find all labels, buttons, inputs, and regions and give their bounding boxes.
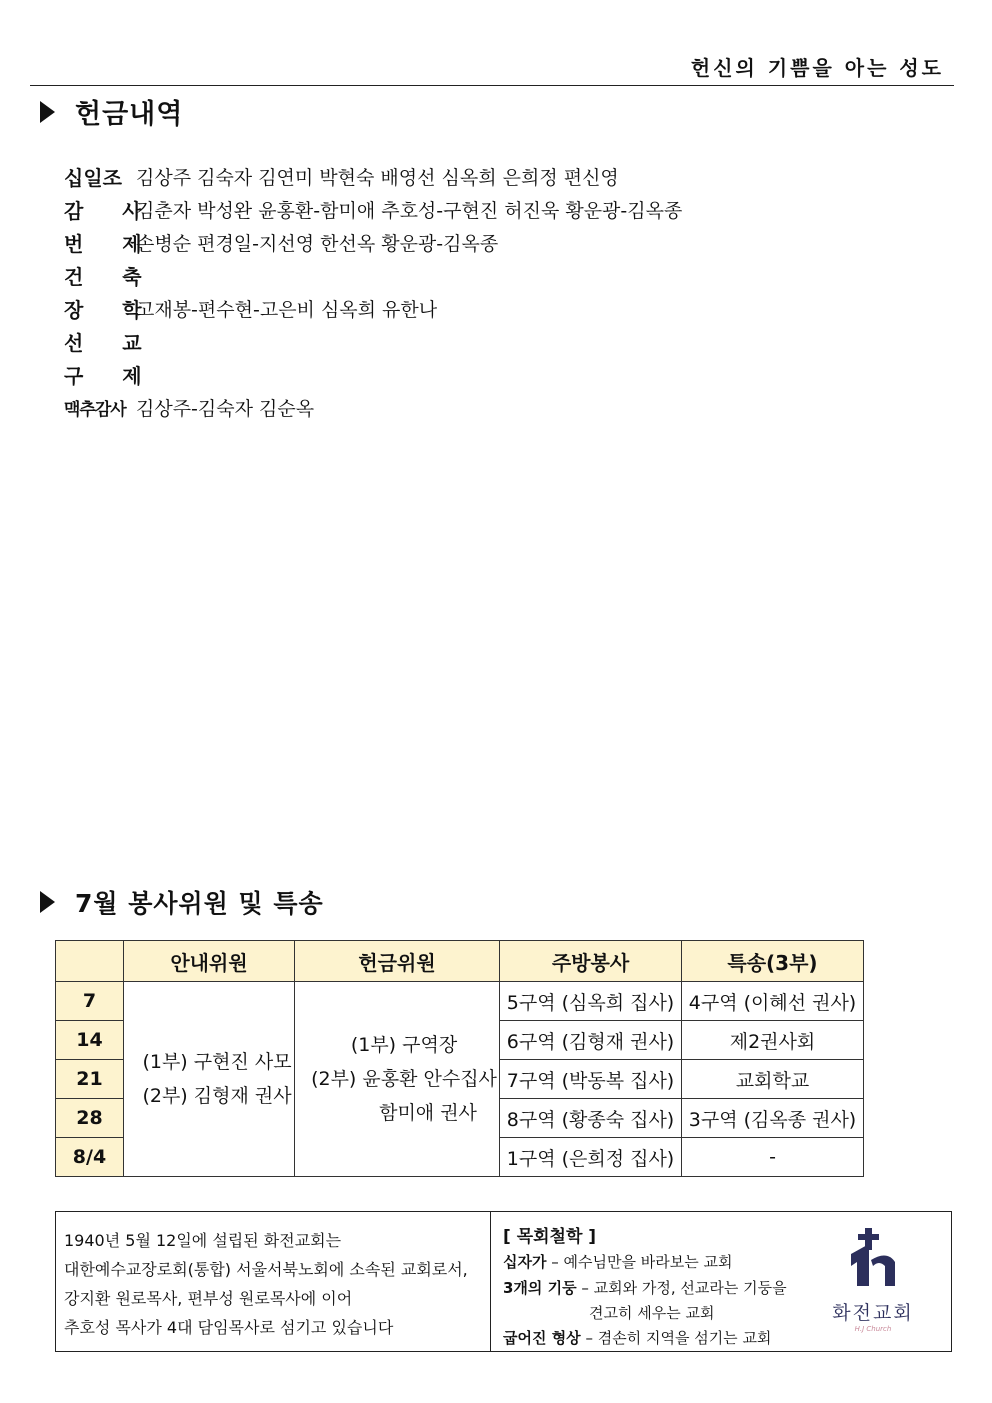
offering-label: 건 축 bbox=[64, 265, 158, 289]
offering-committee-cell bbox=[295, 982, 500, 1177]
philosophy-term: 굽어진 형상 bbox=[503, 1329, 581, 1347]
triangle-bullet-icon bbox=[40, 101, 55, 123]
guide-cell bbox=[124, 982, 295, 1177]
offering-label: 십일조 bbox=[64, 166, 122, 190]
history-line: 1940년 5월 12일에 설립된 화전교회는 bbox=[64, 1231, 342, 1250]
week-cell: 7 bbox=[56, 982, 124, 1021]
logo-name: 화전교회 bbox=[832, 1302, 914, 1324]
kitchen-cell: 5구역 (심옥희 집사) bbox=[500, 982, 682, 1021]
philosophy-term: 3개의 기둥 bbox=[503, 1279, 577, 1297]
offering-row bbox=[64, 259, 682, 292]
table-header-cell: 특송(3부) bbox=[682, 941, 864, 982]
philosophy-desc: – 겸손히 지역을 섬기는 교회 bbox=[580, 1329, 772, 1347]
kitchen-cell: 6구역 (김형재 권사) bbox=[500, 1021, 682, 1060]
table-header-cell: 주방봉사 bbox=[500, 941, 682, 982]
offering-row bbox=[64, 160, 682, 193]
week-cell: 8/4 bbox=[56, 1138, 124, 1177]
footer-box bbox=[55, 1211, 952, 1352]
table-header-cell: 안내위원 bbox=[124, 941, 295, 982]
triangle-bullet-icon bbox=[40, 891, 55, 913]
week-cell: 14 bbox=[56, 1021, 124, 1060]
philosophy-title: [ 목회철학 ] bbox=[503, 1227, 597, 1247]
offering-row bbox=[64, 193, 682, 226]
table-row bbox=[56, 982, 864, 1021]
offering-names: 김상주 김숙자 김연미 박현숙 배영선 심옥희 은희정 편신영 bbox=[136, 167, 619, 189]
service-title: 7월 봉사위원 및 특송 bbox=[75, 889, 324, 918]
history-line: 대한예수교장로회(통합) 서울서북노회에 소속된 교회로서, bbox=[64, 1260, 468, 1279]
table-header-cell bbox=[56, 941, 124, 982]
kitchen-cell: 7구역 (박동복 집사) bbox=[500, 1060, 682, 1099]
special-song-cell: - bbox=[682, 1138, 864, 1177]
table-header-row bbox=[56, 941, 864, 982]
offering-names: 손병순 편경일-지선영 한선옥 황운광-김옥종 bbox=[136, 233, 499, 255]
church-cross-logo-icon bbox=[843, 1226, 903, 1292]
offering-committee-third: 함미애 권사 bbox=[379, 1102, 477, 1124]
offering-label: 구 제 bbox=[64, 364, 158, 388]
offering-row bbox=[64, 292, 682, 325]
offering-committee-first: (1부) 구역장 bbox=[350, 1034, 458, 1056]
special-song-cell: 4구역 (이혜선 권사) bbox=[682, 982, 864, 1021]
philosophy-continuation: 견고히 세우는 교회 bbox=[589, 1304, 715, 1322]
service-table bbox=[55, 940, 864, 1177]
history-line: 추호성 목사가 4대 담임목사로 섬기고 있습니다 bbox=[64, 1318, 394, 1337]
kitchen-cell: 1구역 (은희정 집사) bbox=[500, 1138, 682, 1177]
offering-list bbox=[64, 160, 682, 424]
philosophy-desc: – 예수님만을 바라보는 교회 bbox=[546, 1253, 733, 1271]
logo-subtitle: H.J Church bbox=[854, 1325, 892, 1333]
offering-label: 선 교 bbox=[64, 331, 158, 355]
offering-names: 김춘자 박성완 윤홍환-함미애 추호성-구현진 허진욱 황운광-김옥종 bbox=[136, 200, 683, 222]
guide-first: (1부) 구현진 사모 bbox=[142, 1051, 292, 1073]
offering-committee-second: (2부) 윤홍환 안수집사 bbox=[311, 1068, 497, 1090]
header-divider bbox=[30, 85, 954, 86]
special-song-cell: 3구역 (김옥종 권사) bbox=[682, 1099, 864, 1138]
history-line: 강지환 원로목사, 편부성 원로목사에 이어 bbox=[64, 1289, 353, 1308]
week-cell: 28 bbox=[56, 1099, 124, 1138]
kitchen-cell: 8구역 (황종숙 집사) bbox=[500, 1099, 682, 1138]
guide-second: (2부) 김형재 권사 bbox=[142, 1085, 292, 1107]
offering-label: 장 학 bbox=[64, 298, 158, 322]
header-motto: 헌신의 기쁨을 아는 성도 bbox=[690, 56, 944, 80]
philosophy-term: 십자가 bbox=[503, 1253, 547, 1271]
offering-names: 고재봉-편수현-고은비 심옥희 유한나 bbox=[136, 299, 438, 321]
special-song-cell: 교회학교 bbox=[682, 1060, 864, 1099]
table-header-cell: 헌금위원 bbox=[295, 941, 500, 982]
special-song-cell: 제2권사회 bbox=[682, 1021, 864, 1060]
offering-section-title bbox=[40, 92, 183, 131]
church-history bbox=[56, 1212, 491, 1351]
ministry-philosophy bbox=[491, 1212, 951, 1351]
offering-names: 김상주-김숙자 김순옥 bbox=[136, 398, 315, 420]
offering-row bbox=[64, 358, 682, 391]
church-logo bbox=[823, 1226, 923, 1341]
philosophy-desc: – 교회와 가정, 선교라는 기둥을 bbox=[576, 1279, 787, 1297]
offering-label: 번 제 bbox=[64, 232, 158, 256]
offering-row bbox=[64, 226, 682, 259]
offering-label: 감 사 bbox=[64, 199, 158, 223]
offering-title: 헌금내역 bbox=[75, 99, 184, 130]
offering-row bbox=[64, 391, 682, 424]
offering-label: 맥추감사 bbox=[64, 400, 126, 420]
offering-row bbox=[64, 325, 682, 358]
week-cell: 21 bbox=[56, 1060, 124, 1099]
service-section-title bbox=[40, 884, 324, 920]
